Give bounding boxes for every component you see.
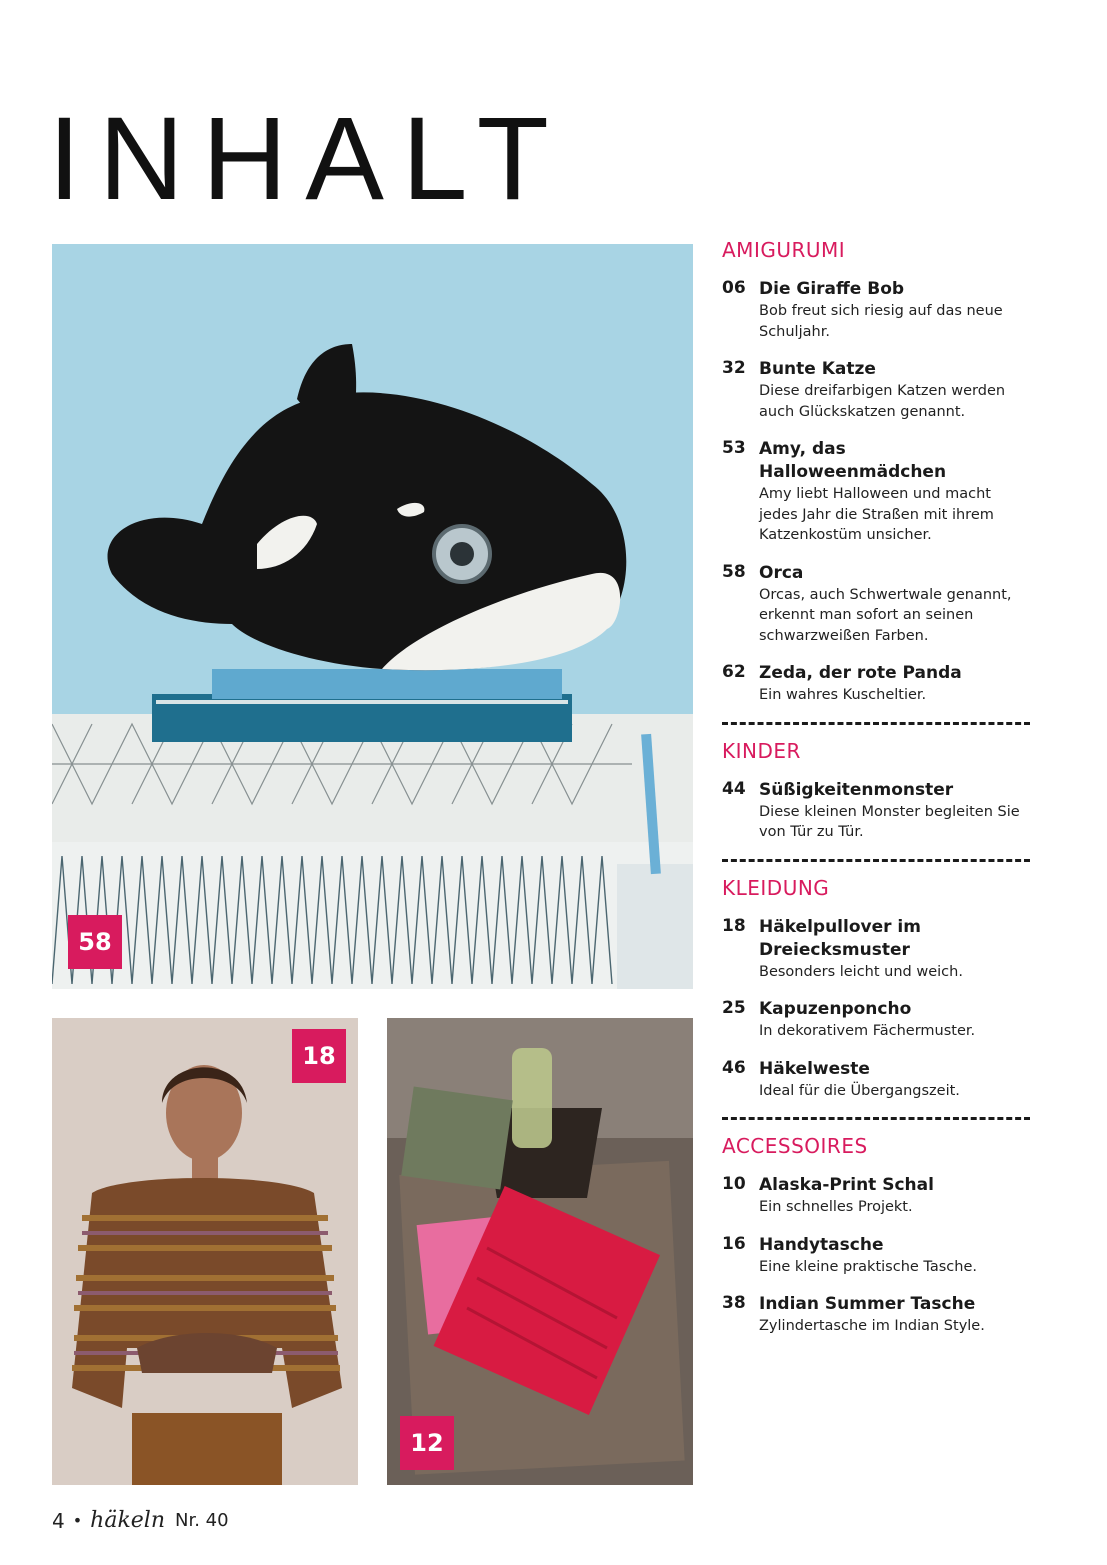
issue-number: Nr. 40	[175, 1510, 229, 1531]
toc-entry[interactable]	[722, 998, 1032, 1042]
toc-entry[interactable]	[722, 438, 1032, 546]
entry-title: Bunte Katze	[759, 359, 876, 379]
entry-page-number: 32	[722, 358, 746, 378]
entry-title: Amy, das Halloweenmädchen	[759, 439, 947, 482]
orca-illustration	[52, 244, 693, 989]
entry-page-number: 10	[722, 1174, 746, 1194]
toc-section-accessoires	[722, 1134, 1032, 1337]
entry-page-number: 44	[722, 778, 746, 799]
entry-page-number: 38	[722, 1293, 746, 1313]
entry-title: Kapuzenponcho	[759, 999, 912, 1019]
entry-page-number: 06	[722, 278, 746, 298]
cloths-illustration	[387, 1018, 693, 1485]
toc-entry[interactable]	[722, 1293, 1032, 1337]
toc-entry[interactable]	[722, 562, 1032, 647]
entry-description: Eine kleine praktische Tasche.	[759, 1258, 978, 1275]
entry-page-number: 62	[722, 662, 746, 682]
entry-title: Häkelpullover im Dreiecksmuster	[759, 916, 921, 960]
toc-entry[interactable]	[722, 1174, 1032, 1218]
page-number-badge: 58	[68, 915, 122, 969]
entry-description: Diese dreifarbigen Katzen werden auch Glückskatzen genannt.	[759, 383, 1006, 420]
entry-page-number: 53	[722, 438, 746, 458]
orca-photo	[52, 244, 693, 989]
entry-title: Handytasche	[759, 1234, 884, 1255]
entry-title: Die Giraffe Bob	[759, 279, 905, 299]
toc-entry[interactable]	[722, 1234, 1032, 1278]
section-divider	[722, 1117, 1030, 1120]
entry-title: Indian Summer Tasche	[759, 1294, 976, 1314]
sweater-photo	[52, 1018, 358, 1485]
entry-description: Bob freut sich riesig auf das neue Schuljahr.	[759, 303, 1003, 340]
entry-description: Ideal für die Übergangszeit.	[759, 1082, 960, 1099]
sweater-illustration	[52, 1018, 358, 1485]
toc-entry[interactable]	[722, 1058, 1032, 1102]
bullet-separator: •	[72, 1511, 83, 1530]
magazine-name: häkeln	[90, 1508, 166, 1533]
entry-page-number: 25	[722, 998, 746, 1018]
toc-entry[interactable]	[722, 916, 1032, 983]
section-title: ACCESSOIRES	[722, 1134, 868, 1158]
entry-page-number: 18	[722, 915, 746, 936]
entry-description: Ein wahres Kuscheltier.	[759, 687, 927, 703]
entry-description: In dekorativem Fächermuster.	[759, 1023, 976, 1039]
toc-section-amigurumi	[722, 238, 1032, 706]
page-number-badge: 12	[400, 1416, 454, 1470]
entry-description: Orcas, auch Schwertwale genannt, erkennt man sofort an seinen schwarzweißen Farben.	[759, 586, 1012, 644]
entry-description: Besonders leicht und weich.	[759, 963, 963, 980]
entry-page-number: 46	[722, 1057, 746, 1078]
page-number-badge: 18	[292, 1029, 346, 1083]
table-of-contents	[722, 238, 1032, 1353]
entry-page-number: 16	[722, 1233, 746, 1254]
entry-title: Süßigkeitenmonster	[759, 779, 954, 800]
toc-section-kinder	[722, 739, 1032, 843]
page-title: INHALT	[48, 93, 567, 225]
section-divider	[722, 859, 1030, 862]
entry-page-number: 58	[722, 561, 746, 582]
entry-title: Zeda, der rote Panda	[759, 663, 962, 683]
entry-description: Amy liebt Halloween und macht jedes Jahr die Straßen mit ihrem Katzenkostüm unsicher.	[759, 486, 994, 543]
entry-description: Diese kleinen Monster begleiten Sie von Tür zu Tür.	[759, 803, 1020, 840]
toc-entry[interactable]	[722, 662, 1032, 706]
entry-title: Orca	[759, 562, 804, 583]
section-title: KLEIDUNG	[722, 875, 830, 900]
entry-description: Zylindertasche im Indian Style.	[759, 1318, 985, 1334]
entry-title: Häkelweste	[759, 1058, 870, 1079]
page-footer	[52, 1508, 229, 1533]
entry-title: Alaska-Print Schal	[759, 1175, 934, 1195]
page-number: 4	[52, 1508, 65, 1533]
section-divider	[722, 722, 1030, 725]
entry-description: Ein schnelles Projekt.	[759, 1199, 913, 1215]
section-title: AMIGURUMI	[722, 238, 846, 262]
toc-section-kleidung	[722, 876, 1032, 1102]
cloths-photo	[387, 1018, 693, 1485]
toc-entry[interactable]	[722, 779, 1032, 843]
section-title: KINDER	[722, 738, 801, 763]
toc-entry[interactable]	[722, 358, 1032, 422]
toc-entry[interactable]	[722, 278, 1032, 342]
